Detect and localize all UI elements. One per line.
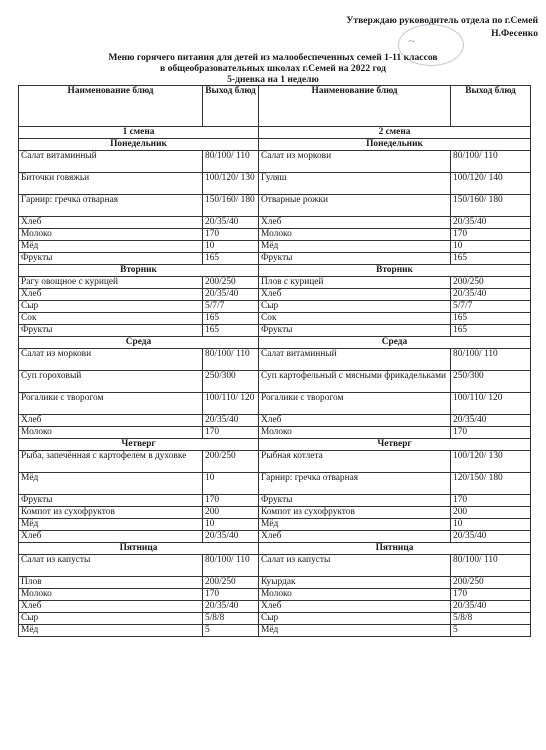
table-row — [19, 151, 531, 173]
document-title — [0, 52, 546, 85]
day-row — [19, 543, 531, 555]
dish-cell-left: Мёд — [19, 241, 203, 253]
output-cell-right: 170 — [451, 495, 531, 507]
col-header-dish-right: Наименование блюд — [259, 86, 451, 127]
dish-cell-left: Мёд — [19, 473, 203, 495]
dish-cell-right: Фрукты — [259, 495, 451, 507]
table-row — [19, 241, 531, 253]
day-row — [19, 439, 531, 451]
output-cell-right: 200/250 — [451, 577, 531, 589]
output-cell-right: 170 — [451, 427, 531, 439]
dish-cell-right: Отварные рожки — [259, 195, 451, 217]
output-cell-right: 80/100/ 110 — [451, 555, 531, 577]
dish-cell-left: Молоко — [19, 427, 203, 439]
dish-cell-right: Сыр — [259, 613, 451, 625]
dish-cell-right: Суп картофельный с мясными фрикадельками — [259, 371, 451, 393]
table-row — [19, 589, 531, 601]
output-cell-left: 165 — [203, 313, 259, 325]
dish-cell-right: Хлеб — [259, 415, 451, 427]
output-cell-left: 80/100/ 110 — [203, 555, 259, 577]
output-cell-right: 165 — [451, 325, 531, 337]
output-cell-left: 20/35/40 — [203, 415, 259, 427]
dish-cell-right: Салат из капусты — [259, 555, 451, 577]
output-cell-right: 20/35/40 — [451, 415, 531, 427]
table-row — [19, 325, 531, 337]
output-cell-right: 80/100/ 110 — [451, 349, 531, 371]
dish-cell-left: Мёд — [19, 625, 203, 637]
output-cell-left: 170 — [203, 427, 259, 439]
dish-cell-right: Фрукты — [259, 253, 451, 265]
dish-cell-right: Молоко — [259, 427, 451, 439]
output-cell-right: 20/35/40 — [451, 531, 531, 543]
dish-cell-right: Плов с курицей — [259, 277, 451, 289]
output-cell-left: 5/7/7 — [203, 301, 259, 313]
table-row — [19, 173, 531, 195]
output-cell-left: 80/100/ 110 — [203, 151, 259, 173]
table-row — [19, 625, 531, 637]
dish-cell-left: Рыба, запечённая с картофелем в духовке — [19, 451, 203, 473]
table-row — [19, 217, 531, 229]
dish-cell-left: Салат из капусты — [19, 555, 203, 577]
approval-line-2: Н.Фесенко — [491, 28, 538, 39]
signature-mark: ~ — [408, 34, 415, 48]
dish-cell-right: Хлеб — [259, 601, 451, 613]
output-cell-left: 5 — [203, 625, 259, 637]
table-row — [19, 229, 531, 241]
output-cell-left: 250/300 — [203, 371, 259, 393]
dish-cell-left: Молоко — [19, 229, 203, 241]
output-cell-right: 20/35/40 — [451, 217, 531, 229]
dish-cell-left: Компот из сухофруктов — [19, 507, 203, 519]
shift-1-label: 1 смена — [19, 127, 259, 139]
dish-cell-left: Хлеб — [19, 601, 203, 613]
table-row — [19, 451, 531, 473]
output-cell-right: 5 — [451, 625, 531, 637]
output-cell-left: 200/250 — [203, 451, 259, 473]
table-row — [19, 349, 531, 371]
table-row — [19, 613, 531, 625]
dish-cell-left: Салат из моркови — [19, 349, 203, 371]
day-name-left: Четверг — [19, 439, 259, 451]
dish-cell-left: Фрукты — [19, 495, 203, 507]
day-name-right: Вторник — [259, 265, 531, 277]
dish-cell-right: Компот из сухофруктов — [259, 507, 451, 519]
output-cell-right: 170 — [451, 229, 531, 241]
output-cell-right: 10 — [451, 241, 531, 253]
output-cell-right: 200 — [451, 507, 531, 519]
output-cell-left: 100/120/ 130 — [203, 173, 259, 195]
output-cell-right: 80/100/ 110 — [451, 151, 531, 173]
output-cell-right: 165 — [451, 313, 531, 325]
table-row — [19, 301, 531, 313]
day-name-right: Пятница — [259, 543, 531, 555]
output-cell-left: 165 — [203, 325, 259, 337]
output-cell-left: 200/250 — [203, 277, 259, 289]
dish-cell-right: Куырдак — [259, 577, 451, 589]
output-cell-right: 5/7/7 — [451, 301, 531, 313]
output-cell-left: 80/100/ 110 — [203, 349, 259, 371]
output-cell-left: 20/35/40 — [203, 531, 259, 543]
day-name-right: Среда — [259, 337, 531, 349]
output-cell-left: 10 — [203, 241, 259, 253]
output-cell-left: 20/35/40 — [203, 217, 259, 229]
output-cell-right: 100/120/ 130 — [451, 451, 531, 473]
output-cell-left: 150/160/ 180 — [203, 195, 259, 217]
dish-cell-right: Рыбная котлета — [259, 451, 451, 473]
table-row — [19, 495, 531, 507]
output-cell-left: 20/35/40 — [203, 601, 259, 613]
table-row — [19, 195, 531, 217]
table-row — [19, 507, 531, 519]
table-row — [19, 371, 531, 393]
output-cell-right: 20/35/40 — [451, 601, 531, 613]
table-row — [19, 415, 531, 427]
table-row — [19, 253, 531, 265]
output-cell-right: 10 — [451, 519, 531, 531]
table-row — [19, 473, 531, 495]
header-row — [19, 86, 531, 127]
output-cell-right: 100/120/ 140 — [451, 173, 531, 195]
output-cell-right: 165 — [451, 253, 531, 265]
dish-cell-right: Гарнир: гречка отварная — [259, 473, 451, 495]
output-cell-right: 5/8/8 — [451, 613, 531, 625]
day-name-left: Пятница — [19, 543, 259, 555]
table-row — [19, 313, 531, 325]
output-cell-left: 10 — [203, 519, 259, 531]
dish-cell-left: Молоко — [19, 589, 203, 601]
output-cell-right: 200/250 — [451, 277, 531, 289]
output-cell-left: 170 — [203, 589, 259, 601]
day-name-left: Вторник — [19, 265, 259, 277]
table-row — [19, 531, 531, 543]
dish-cell-right: Хлеб — [259, 289, 451, 301]
approval-line-1: Утверждаю руководитель отдела по г.Семей — [346, 15, 538, 26]
dish-cell-right: Салат из моркови — [259, 151, 451, 173]
dish-cell-right: Мёд — [259, 241, 451, 253]
table-row — [19, 555, 531, 577]
output-cell-left: 10 — [203, 473, 259, 495]
day-name-left: Среда — [19, 337, 259, 349]
dish-cell-left: Мёд — [19, 519, 203, 531]
dish-cell-left: Фрукты — [19, 253, 203, 265]
table-row — [19, 393, 531, 415]
dish-cell-left: Хлеб — [19, 217, 203, 229]
dish-cell-right: Фрукты — [259, 325, 451, 337]
table-row — [19, 601, 531, 613]
title-line-2: в общеобразовательных школах г.Семей на 2022 год — [159, 63, 387, 74]
output-cell-right: 150/160/ 180 — [451, 195, 531, 217]
output-cell-left: 200/250 — [203, 577, 259, 589]
dish-cell-right: Салат витаминный — [259, 349, 451, 371]
output-cell-left: 165 — [203, 253, 259, 265]
day-row — [19, 139, 531, 151]
dish-cell-left: Суп гороховый — [19, 371, 203, 393]
dish-cell-right: Хлеб — [259, 217, 451, 229]
table-row — [19, 427, 531, 439]
title-line-1: Меню горячего питания для детей из малообеспеченных семей 1-11 классов — [108, 52, 438, 63]
output-cell-left: 100/110/ 120 — [203, 393, 259, 415]
dish-cell-left: Гарнир: гречка отварная — [19, 195, 203, 217]
table-row — [19, 577, 531, 589]
output-cell-left: 20/35/40 — [203, 289, 259, 301]
dish-cell-left: Сыр — [19, 613, 203, 625]
output-cell-left: 200 — [203, 507, 259, 519]
output-cell-right: 250/300 — [451, 371, 531, 393]
day-name-left: Понедельник — [19, 139, 259, 151]
dish-cell-right: Сок — [259, 313, 451, 325]
dish-cell-left: Хлеб — [19, 531, 203, 543]
dish-cell-left: Плов — [19, 577, 203, 589]
output-cell-left: 170 — [203, 229, 259, 241]
menu-table — [18, 85, 531, 637]
output-cell-left: 170 — [203, 495, 259, 507]
table-row — [19, 519, 531, 531]
dish-cell-left: Рагу овощное с курицей — [19, 277, 203, 289]
output-cell-right: 20/35/40 — [451, 289, 531, 301]
dish-cell-left: Хлеб — [19, 415, 203, 427]
day-row — [19, 337, 531, 349]
dish-cell-left: Сыр — [19, 301, 203, 313]
shift-row — [19, 127, 531, 139]
output-cell-right: 100/110/ 120 — [451, 393, 531, 415]
dish-cell-left: Салат витаминный — [19, 151, 203, 173]
day-name-right: Понедельник — [259, 139, 531, 151]
dish-cell-right: Гуляш — [259, 173, 451, 195]
dish-cell-right: Хлеб — [259, 531, 451, 543]
dish-cell-left: Хлеб — [19, 289, 203, 301]
dish-cell-right: Сыр — [259, 301, 451, 313]
dish-cell-right: Мёд — [259, 625, 451, 637]
table-row — [19, 277, 531, 289]
dish-cell-right: Молоко — [259, 229, 451, 241]
dish-cell-right: Рогалики с творогом — [259, 393, 451, 415]
day-row — [19, 265, 531, 277]
title-line-3: 5-дневка на 1 неделю — [227, 74, 319, 85]
output-cell-left: 5/8/8 — [203, 613, 259, 625]
col-header-dish-left: Наименование блюд — [19, 86, 203, 127]
day-name-right: Четверг — [259, 439, 531, 451]
shift-2-label: 2 смена — [259, 127, 531, 139]
col-header-output-left: Выход блюд — [203, 86, 259, 127]
dish-cell-right: Молоко — [259, 589, 451, 601]
dish-cell-left: Биточки говяжьи — [19, 173, 203, 195]
col-header-output-right: Выход блюд — [451, 86, 531, 127]
dish-cell-left: Фрукты — [19, 325, 203, 337]
dish-cell-right: Мёд — [259, 519, 451, 531]
dish-cell-left: Рогалики с творогом — [19, 393, 203, 415]
dish-cell-left: Сок — [19, 313, 203, 325]
output-cell-right: 170 — [451, 589, 531, 601]
output-cell-right: 120/150/ 180 — [451, 473, 531, 495]
table-row — [19, 289, 531, 301]
